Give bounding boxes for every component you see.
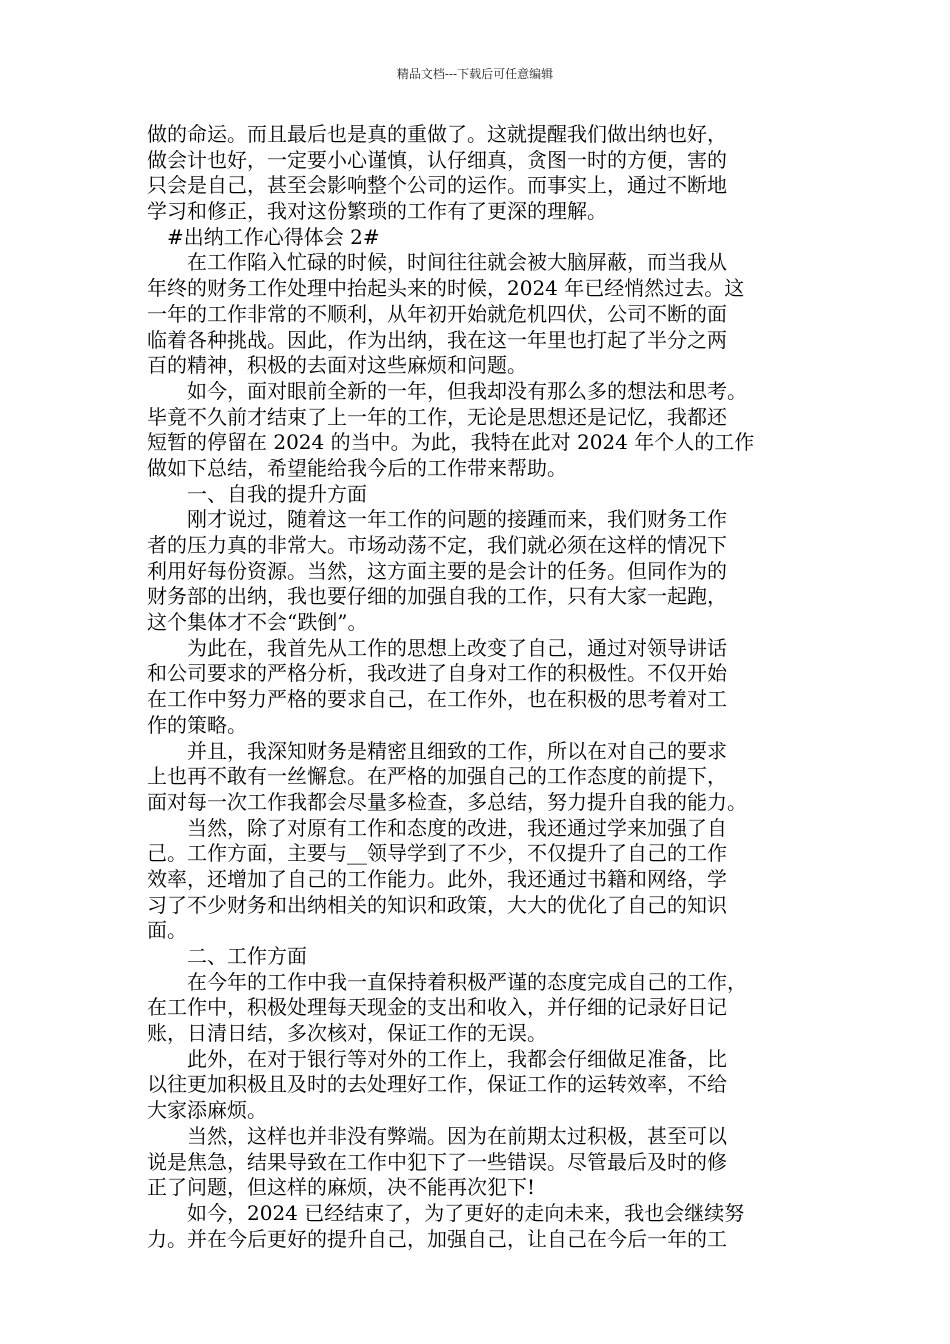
text-line: 者的压力真的非常大。市场动荡不定，我们就必须在这样的情况下 (147, 533, 727, 557)
document-body (147, 122, 807, 1252)
text-line: 面。 (147, 918, 187, 943)
text-line: 并且，我深知财务是精密且细致的工作，所以在对自己的要求 (147, 738, 727, 763)
page-header: 精品文档---下载后可任意编辑 (396, 67, 554, 81)
text-line: 账，日清日结，多次核对，保证工作的无误。 (147, 1021, 547, 1046)
text-line: 上也再不敢有一丝懈怠。在严格的加强自己的工作态度的前提下， (147, 764, 727, 789)
text-line: 在工作陷入忙碌的时候，时间往往就会被大脑屏蔽，而当我从 (147, 250, 727, 275)
text-line: 以往更加积极且及时的去处理好工作，保证工作的运转效率，不给 (147, 1072, 727, 1097)
text-line: 临着各种挑战。因此，作为出纳，我在这一年里也打起了半分之两 (147, 327, 727, 352)
text-line: 百的精神，积极的去面对这些麻烦和问题。 (147, 353, 527, 378)
text-line: 在工作中努力严格的要求自己，在工作外，也在积极的思考着对工 (147, 687, 727, 712)
text-line: 短暂的停留在 2024 的当中。为此，我特在此对 2024 年个人的工作 (147, 430, 755, 455)
text-line: 如今，面对眼前全新的一年，但我却没有那么多的想法和思考。 (147, 378, 747, 403)
text-line: 力。并在今后更好的提升自己，加强自己，让自己在今后一年的工 (147, 1226, 727, 1251)
text-line: 当然，除了对原有工作和态度的改进，我还通过学来加强了自 (147, 815, 727, 840)
text-line: 在今年的工作中我一直保持着积极严谨的态度完成自己的工作， (147, 969, 747, 994)
text-line: 毕竟不久前才结束了上一年的工作，无论是思想还是记忆，我都还 (147, 404, 727, 429)
text-line: 此外，在对于银行等对外的工作上，我都会仔细做足准备，比 (147, 1046, 727, 1071)
text-line: 习了不少财务和出纳相关的知识和政策，大大的优化了自己的知识 (147, 892, 727, 917)
text-line: 效率，还增加了自己的工作能力。此外，我还通过书籍和网络，学 (147, 866, 727, 891)
text-line: 作的策略。 (147, 712, 247, 737)
text-line: 财务部的出纳，我也要仔细的加强自我的工作，只有大家一起跑， (147, 584, 727, 609)
text-line: 做会计也好，一定要小心谨慎，认仔细真，贪图一时的方便，害的 (147, 147, 727, 172)
text-line: 当然，这样也并非没有弊端。因为在前期太过积极，甚至可以 (147, 1123, 727, 1148)
text-line: 和公司要求的严格分析，我改进了自身对工作的积极性。不仅开始 (147, 661, 727, 686)
section-heading: #出纳工作心得体会 2# (147, 224, 380, 249)
text-line: 面对每一次工作我都会尽量多检查，多总结，努力提升自我的能力。 (147, 789, 747, 814)
text-line: 在工作中，积极处理每天现金的支出和收入，并仔细的记录好日记 (147, 995, 727, 1020)
text-line: 学习和修正，我对这份繁琐的工作有了更深的理解。 (147, 199, 607, 224)
text-line: 己。工作方面，主要与__领导学到了不少，不仅提升了自己的工作 (147, 841, 727, 866)
text-line: 一年的工作非常的不顺利，从年初开始就危机四伏，公司不断的面 (147, 301, 727, 326)
text-line: 做的命运。而且最后也是真的重做了。这就提醒我们做出纳也好， (147, 122, 727, 146)
section-heading: 一、自我的提升方面 (147, 481, 367, 506)
section-heading: 二、工作方面 (147, 944, 307, 968)
text-line: 正了问题，但这样的麻烦，决不能再次犯下! (147, 1175, 536, 1200)
text-line: 年终的财务工作处理中抬起头来的时候，2024 年已经悄然过去。这 (147, 276, 745, 301)
text-line: 说是焦急，结果导致在工作中犯下了一些错误。尽管最后及时的修 (147, 1149, 727, 1174)
text-line: 刚才说过，随着这一年工作的问题的接踵而来，我们财务工作 (147, 507, 727, 532)
text-line: 为此在，我首先从工作的思想上改变了自己，通过对领导讲话 (147, 635, 727, 660)
text-line: 做如下总结，希望能给我今后的工作带来帮助。 (147, 455, 567, 480)
text-line: 大家添麻烦。 (147, 1098, 267, 1123)
text-line: 如今，2024 已经结束了，为了更好的走向未来，我也会继续努 (147, 1200, 745, 1225)
text-line: 这个集体才不会“跌倒”。 (147, 610, 368, 635)
text-line: 利用好每份资源。当然，这方面主要的是会计的任务。但同作为的 (147, 558, 727, 583)
text-line: 只会是自己，甚至会影响整个公司的运作。而事实上，通过不断地 (147, 173, 727, 198)
